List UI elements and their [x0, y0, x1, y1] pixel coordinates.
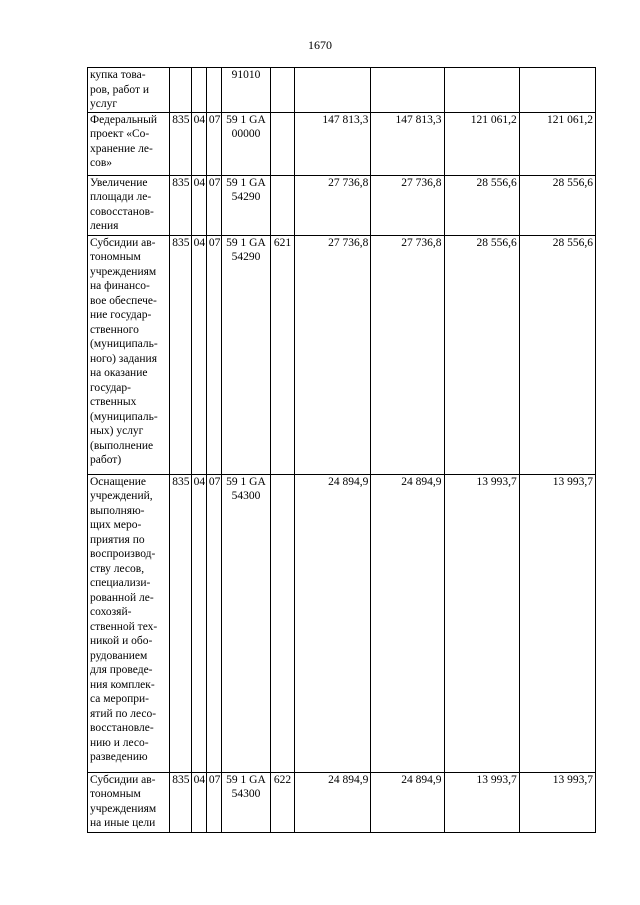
target-article-code: 91010 [222, 68, 271, 113]
section-code: 04 [191, 235, 206, 474]
subsection-code: 07 [206, 235, 221, 474]
section-code: 04 [191, 112, 206, 175]
section-code: 04 [191, 175, 206, 235]
target-article-code: 59 1 GA 54290 [222, 175, 271, 235]
target-article-code: 59 1 GA 00000 [222, 112, 271, 175]
subsection-code: 07 [206, 772, 221, 832]
expense-type-code [270, 175, 294, 235]
amount-2: 24 894,9 [371, 474, 444, 772]
ministry-code: 835 [170, 474, 191, 772]
amount-2: 27 736,8 [371, 175, 444, 235]
item-name: Субсидии ав- тономным учреждениям на иные цели [88, 772, 170, 832]
amount-4: 28 556,6 [519, 175, 595, 235]
subsection-code: 07 [206, 175, 221, 235]
amount-1 [295, 68, 371, 113]
section-code [191, 68, 206, 113]
amount-3: 28 556,6 [444, 175, 519, 235]
item-name: Оснащение учреждений, выполняю- щих меро- приятия по воспроизвод- ству лесов, специализи- рованной ле- сохозяй- ственной тех- никой и обо- рудованием для проведе- ния комплек- са меропри- ятий по лесо- восстановле- нию и лесо- разведению [88, 474, 170, 772]
table-row [88, 175, 596, 235]
amount-3 [444, 68, 519, 113]
expense-type-code: 622 [270, 772, 294, 832]
table-row [88, 112, 596, 175]
amount-4 [519, 68, 595, 113]
amount-1: 27 736,8 [295, 175, 371, 235]
amount-2: 24 894,9 [371, 772, 444, 832]
table-row [88, 68, 596, 113]
amount-4: 13 993,7 [519, 474, 595, 772]
amount-3: 121 061,2 [444, 112, 519, 175]
amount-4: 121 061,2 [519, 112, 595, 175]
subsection-code [206, 68, 221, 113]
amount-1: 24 894,9 [295, 474, 371, 772]
item-name: купка това- ров, работ и услуг [88, 68, 170, 113]
amount-2 [371, 68, 444, 113]
amount-4: 13 993,7 [519, 772, 595, 832]
expense-type-code [270, 68, 294, 113]
budget-table [87, 67, 596, 833]
amount-3: 28 556,6 [444, 235, 519, 474]
table-row [88, 235, 596, 474]
amount-2: 147 813,3 [371, 112, 444, 175]
ministry-code: 835 [170, 175, 191, 235]
item-name: Федеральный проект «Со- хранение ле- сов» [88, 112, 170, 175]
table-row [88, 474, 596, 772]
subsection-code: 07 [206, 112, 221, 175]
ministry-code [170, 68, 191, 113]
target-article-code: 59 1 GA 54300 [222, 474, 271, 772]
amount-2: 27 736,8 [371, 235, 444, 474]
amount-3: 13 993,7 [444, 772, 519, 832]
target-article-code: 59 1 GA 54290 [222, 235, 271, 474]
subsection-code: 07 [206, 474, 221, 772]
amount-1: 24 894,9 [295, 772, 371, 832]
expense-type-code [270, 474, 294, 772]
target-article-code: 59 1 GA 54300 [222, 772, 271, 832]
ministry-code: 835 [170, 772, 191, 832]
page-number: 1670 [308, 38, 332, 52]
item-name: Увеличение площади ле- совосстанов- ления [88, 175, 170, 235]
table-row [88, 772, 596, 832]
expense-type-code: 621 [270, 235, 294, 474]
expense-type-code [270, 112, 294, 175]
amount-4: 28 556,6 [519, 235, 595, 474]
section-code: 04 [191, 474, 206, 772]
ministry-code: 835 [170, 235, 191, 474]
amount-1: 27 736,8 [295, 235, 371, 474]
section-code: 04 [191, 772, 206, 832]
amount-3: 13 993,7 [444, 474, 519, 772]
ministry-code: 835 [170, 112, 191, 175]
amount-1: 147 813,3 [295, 112, 371, 175]
item-name: Субсидии ав- тономным учреждениям на финансо- вое обеспече- ние государ- ственного (муниципаль- ного) задания на оказание государ- ственных (муниципаль- ных) услуг (выполнение работ) [88, 235, 170, 474]
